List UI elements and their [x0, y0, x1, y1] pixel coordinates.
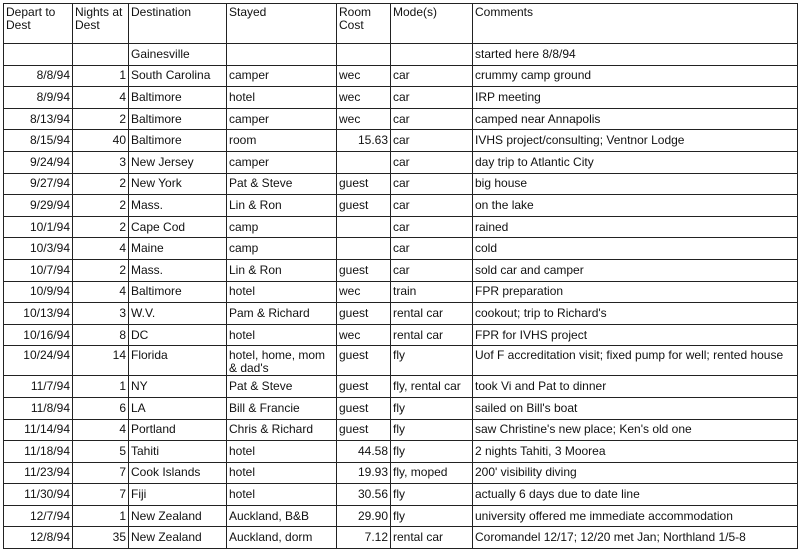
cell-modes: car: [391, 195, 473, 217]
cell-nights: 2: [73, 195, 129, 217]
cell-nights: 6: [73, 397, 129, 419]
cell-nights: 1: [73, 505, 129, 527]
cell-destination: DC: [129, 324, 227, 346]
table-row: [4, 238, 798, 260]
cell-destination: Fiji: [129, 484, 227, 506]
table-row: [4, 505, 798, 527]
cell-comments: big house: [473, 173, 798, 195]
cell-destination: Florida: [129, 346, 227, 376]
cell-comments: saw Christine's new place; Ken's old one: [473, 419, 798, 441]
cell-room-cost: wec: [337, 108, 391, 130]
cell-comments: took Vi and Pat to dinner: [473, 376, 798, 398]
cell-depart-date: 11/7/94: [4, 376, 73, 398]
cell-room-cost: [337, 44, 391, 66]
cell-stayed: camp: [227, 238, 337, 260]
cell-depart-date: 10/7/94: [4, 259, 73, 281]
cell-stayed: hotel: [227, 441, 337, 463]
table-row: [4, 303, 798, 325]
cell-stayed: Lin & Ron: [227, 259, 337, 281]
cell-depart-date: 12/7/94: [4, 505, 73, 527]
cell-nights: 4: [73, 87, 129, 109]
cell-comments: IRP meeting: [473, 87, 798, 109]
cell-comments: crummy camp ground: [473, 65, 798, 87]
table-row: [4, 324, 798, 346]
cell-room-cost: wec: [337, 281, 391, 303]
cell-modes: rental car: [391, 324, 473, 346]
column-header-room-cost: Room Cost: [337, 4, 391, 44]
cell-modes: fly: [391, 441, 473, 463]
cell-nights: 3: [73, 151, 129, 173]
cell-modes: fly, moped: [391, 462, 473, 484]
cell-room-cost: guest: [337, 303, 391, 325]
table-row: [4, 281, 798, 303]
cell-destination: Portland: [129, 419, 227, 441]
cell-stayed: camp: [227, 216, 337, 238]
cell-stayed: camper: [227, 108, 337, 130]
table-row: [4, 484, 798, 506]
table-row: [4, 130, 798, 152]
cell-room-cost: wec: [337, 65, 391, 87]
cell-modes: car: [391, 65, 473, 87]
cell-comments: cold: [473, 238, 798, 260]
cell-modes: rental car: [391, 527, 473, 549]
cell-comments: sold car and camper: [473, 259, 798, 281]
cell-depart-date: 11/23/94: [4, 462, 73, 484]
cell-depart-date: 10/24/94: [4, 346, 73, 376]
cell-room-cost: 44.58: [337, 441, 391, 463]
cell-depart-date: 10/9/94: [4, 281, 73, 303]
cell-comments: rained: [473, 216, 798, 238]
cell-modes: fly: [391, 346, 473, 376]
table-row: [4, 87, 798, 109]
cell-destination: Baltimore: [129, 281, 227, 303]
cell-stayed: hotel: [227, 87, 337, 109]
cell-comments: sailed on Bill's boat: [473, 397, 798, 419]
cell-room-cost: [337, 238, 391, 260]
cell-nights: 2: [73, 108, 129, 130]
cell-comments: day trip to Atlantic City: [473, 151, 798, 173]
cell-destination: Baltimore: [129, 87, 227, 109]
cell-room-cost: guest: [337, 376, 391, 398]
cell-stayed: Chris & Richard: [227, 419, 337, 441]
cell-modes: car: [391, 87, 473, 109]
cell-nights: 1: [73, 376, 129, 398]
cell-modes: car: [391, 173, 473, 195]
cell-depart-date: 11/8/94: [4, 397, 73, 419]
cell-modes: fly: [391, 397, 473, 419]
cell-nights: 3: [73, 303, 129, 325]
cell-destination: South Carolina: [129, 65, 227, 87]
cell-comments: camped near Annapolis: [473, 108, 798, 130]
cell-depart-date: 8/9/94: [4, 87, 73, 109]
cell-stayed: [227, 44, 337, 66]
cell-modes: car: [391, 216, 473, 238]
cell-nights: 2: [73, 173, 129, 195]
cell-stayed: room: [227, 130, 337, 152]
cell-destination: Maine: [129, 238, 227, 260]
cell-depart-date: 8/15/94: [4, 130, 73, 152]
cell-stayed: camper: [227, 65, 337, 87]
cell-comments: Uof F accreditation visit; fixed pump for well; rented house: [473, 346, 798, 376]
cell-stayed: Auckland, dorm: [227, 527, 337, 549]
cell-nights: 2: [73, 216, 129, 238]
cell-destination: NY: [129, 376, 227, 398]
cell-depart-date: 10/13/94: [4, 303, 73, 325]
cell-destination: Cape Cod: [129, 216, 227, 238]
cell-comments: 2 nights Tahiti, 3 Moorea: [473, 441, 798, 463]
cell-modes: train: [391, 281, 473, 303]
cell-modes: [391, 44, 473, 66]
cell-nights: 8: [73, 324, 129, 346]
cell-destination: New Zealand: [129, 505, 227, 527]
table-row: [4, 462, 798, 484]
cell-depart-date: 11/14/94: [4, 419, 73, 441]
table-row: [4, 108, 798, 130]
cell-comments: university offered me immediate accommodation: [473, 505, 798, 527]
cell-nights: 7: [73, 462, 129, 484]
cell-stayed: hotel, home, mom & dad's: [227, 346, 337, 376]
cell-room-cost: [337, 216, 391, 238]
cell-destination: Baltimore: [129, 108, 227, 130]
cell-room-cost: 19.93: [337, 462, 391, 484]
cell-room-cost: guest: [337, 419, 391, 441]
cell-stayed: camper: [227, 151, 337, 173]
cell-comments: cookout; trip to Richard's: [473, 303, 798, 325]
cell-modes: fly, rental car: [391, 376, 473, 398]
table-row: [4, 44, 798, 66]
cell-destination: New Zealand: [129, 527, 227, 549]
cell-depart-date: 9/24/94: [4, 151, 73, 173]
cell-room-cost: 30.56: [337, 484, 391, 506]
cell-modes: rental car: [391, 303, 473, 325]
cell-modes: car: [391, 130, 473, 152]
cell-destination: Cook Islands: [129, 462, 227, 484]
cell-destination: Baltimore: [129, 130, 227, 152]
cell-depart-date: 12/8/94: [4, 527, 73, 549]
cell-depart-date: 11/18/94: [4, 441, 73, 463]
cell-modes: fly: [391, 484, 473, 506]
cell-room-cost: guest: [337, 397, 391, 419]
cell-nights: 14: [73, 346, 129, 376]
table-row: [4, 151, 798, 173]
cell-comments: on the lake: [473, 195, 798, 217]
cell-room-cost: wec: [337, 324, 391, 346]
table-row: [4, 173, 798, 195]
cell-depart-date: 9/27/94: [4, 173, 73, 195]
cell-room-cost: 29.90: [337, 505, 391, 527]
table-row: [4, 441, 798, 463]
cell-stayed: hotel: [227, 462, 337, 484]
cell-destination: Mass.: [129, 259, 227, 281]
cell-destination: LA: [129, 397, 227, 419]
cell-destination: Gainesville: [129, 44, 227, 66]
cell-depart-date: 10/1/94: [4, 216, 73, 238]
cell-room-cost: guest: [337, 259, 391, 281]
cell-depart-date: 8/13/94: [4, 108, 73, 130]
cell-modes: car: [391, 108, 473, 130]
cell-stayed: Lin & Ron: [227, 195, 337, 217]
cell-stayed: hotel: [227, 484, 337, 506]
cell-comments: started here 8/8/94: [473, 44, 798, 66]
cell-comments: 200' visibility diving: [473, 462, 798, 484]
column-header-nights: Nights at Dest: [73, 4, 129, 44]
cell-nights: 4: [73, 419, 129, 441]
cell-nights: 35: [73, 527, 129, 549]
cell-nights: [73, 44, 129, 66]
cell-stayed: Pat & Steve: [227, 376, 337, 398]
table-row: [4, 376, 798, 398]
table-row: [4, 397, 798, 419]
cell-comments: FPR preparation: [473, 281, 798, 303]
cell-nights: 7: [73, 484, 129, 506]
table-row: [4, 195, 798, 217]
cell-comments: Coromandel 12/17; 12/20 met Jan; Northland 1/5-8: [473, 527, 798, 549]
cell-room-cost: 7.12: [337, 527, 391, 549]
cell-room-cost: guest: [337, 195, 391, 217]
cell-modes: fly: [391, 505, 473, 527]
table-row: [4, 527, 798, 549]
cell-nights: 1: [73, 65, 129, 87]
cell-destination: New York: [129, 173, 227, 195]
cell-destination: W.V.: [129, 303, 227, 325]
cell-nights: 2: [73, 259, 129, 281]
cell-depart-date: 9/29/94: [4, 195, 73, 217]
table-row: [4, 259, 798, 281]
table-row: [4, 216, 798, 238]
column-header-comments: Comments: [473, 4, 798, 44]
cell-depart-date: 8/8/94: [4, 65, 73, 87]
cell-nights: 5: [73, 441, 129, 463]
table-row: [4, 419, 798, 441]
cell-destination: Mass.: [129, 195, 227, 217]
cell-modes: fly: [391, 419, 473, 441]
cell-nights: 4: [73, 281, 129, 303]
cell-nights: 4: [73, 238, 129, 260]
cell-destination: Tahiti: [129, 441, 227, 463]
column-header-depart-date: Depart to Dest: [4, 4, 73, 44]
cell-destination: New Jersey: [129, 151, 227, 173]
cell-depart-date: [4, 44, 73, 66]
column-header-modes: Mode(s): [391, 4, 473, 44]
cell-comments: actually 6 days due to date line: [473, 484, 798, 506]
cell-room-cost: 15.63: [337, 130, 391, 152]
header-row: [4, 4, 798, 44]
cell-modes: car: [391, 151, 473, 173]
cell-comments: IVHS project/consulting; Ventnor Lodge: [473, 130, 798, 152]
cell-stayed: hotel: [227, 281, 337, 303]
cell-room-cost: [337, 151, 391, 173]
cell-modes: car: [391, 238, 473, 260]
cell-stayed: Pam & Richard: [227, 303, 337, 325]
travel-log-table: [3, 3, 798, 549]
column-header-stayed: Stayed: [227, 4, 337, 44]
cell-stayed: Auckland, B&B: [227, 505, 337, 527]
cell-nights: 40: [73, 130, 129, 152]
cell-depart-date: 10/3/94: [4, 238, 73, 260]
table-row: [4, 346, 798, 376]
cell-stayed: hotel: [227, 324, 337, 346]
cell-stayed: Pat & Steve: [227, 173, 337, 195]
cell-room-cost: wec: [337, 87, 391, 109]
column-header-destination: Destination: [129, 4, 227, 44]
cell-depart-date: 11/30/94: [4, 484, 73, 506]
cell-modes: car: [391, 259, 473, 281]
cell-stayed: Bill & Francie: [227, 397, 337, 419]
cell-room-cost: guest: [337, 173, 391, 195]
cell-depart-date: 10/16/94: [4, 324, 73, 346]
cell-comments: FPR for IVHS project: [473, 324, 798, 346]
table-row: [4, 65, 798, 87]
cell-room-cost: guest: [337, 346, 391, 376]
